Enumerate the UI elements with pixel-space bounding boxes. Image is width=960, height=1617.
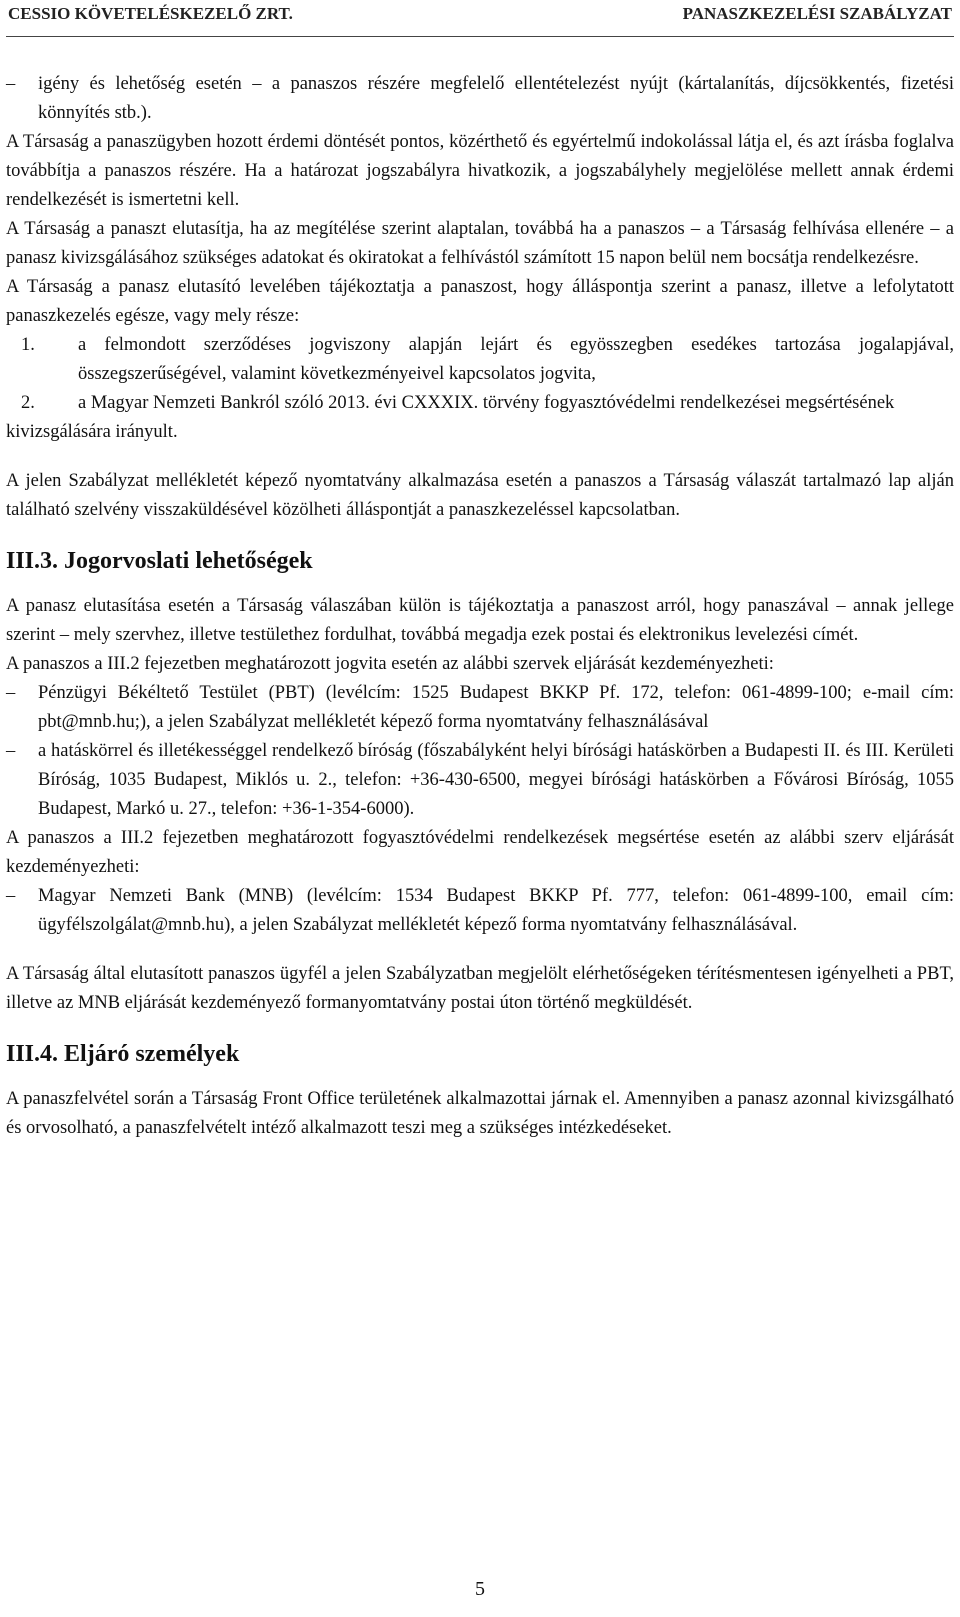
item-text: a felmondott szerződéses jogviszony alapján lejárt és egyösszegben esedékes tartozása jogalapjával, összegszerűségével, valamint következményeivel kapcsolatos jogvita, (78, 335, 954, 384)
page-header (8, 4, 952, 28)
paragraph: kivizsgálására irányult. (6, 422, 178, 442)
dash-bullet: – (6, 741, 16, 761)
item-number: 1. (21, 335, 35, 355)
paragraph: A Társaság a panaszügyben hozott érdemi döntését pontos, közérthető és egyértelmű indokolással látja el, és azt írásba foglalva továbbítja a panaszos részére. Ha a határozat jogszabályra hivatkozik, a jogszabályhely megjelölése mellett annak érdemi rendelkezését is ismertetni kell. (6, 132, 954, 210)
page-number: 5 (475, 1578, 485, 1600)
dash-bullet: – (6, 74, 16, 94)
list-item-text: Pénzügyi Békéltető Testület (PBT) (levélcím: 1525 Budapest BKKP Pf. 172, telefon: 061-4899-100; e-mail cím: pbt@mnb.hu;), a jelen Szabályzat mellékletét képező forma nyomtatvány felhasználásával (38, 683, 954, 732)
section-heading: III.4. Eljáró személyek (6, 1041, 240, 1067)
list-item-text: a hatáskörrel és illetékességgel rendelkező bíróság (főszabályként helyi bírósági hatáskörben a Budapesti II. és III. Kerületi Bíróság, 1035 Budapest, Miklós u. 2., telefon: +36-430-6500, megyei bírósági hatáskörben a Fővárosi Bíróság, 1055 Budapest, Markó u. 27., telefon: +36-1-354-6000). (38, 741, 954, 819)
item-number: 2. (21, 393, 35, 413)
document-title: PANASZKEZELÉSI SZABÁLYZAT (682, 4, 952, 23)
list-item (6, 737, 954, 824)
company-name: CESSIO KÖVETELÉSKEZELŐ ZRT. (8, 4, 293, 23)
paragraph: A panaszos a III.2 fejezetben meghatározott jogvita esetén az alábbi szervek eljárását kezdeményezheti: (6, 654, 774, 674)
document-body (6, 70, 954, 1143)
list-item (6, 679, 954, 737)
list-item (6, 882, 954, 940)
item-text: a Magyar Nemzeti Bankról szóló 2013. évi CXXXIX. törvény fogyasztóvédelmi rendelkezései megsértésének (78, 393, 895, 413)
paragraph: A panaszfelvétel során a Társaság Front Office területének alkalmazottai járnak el. Amennyiben a panasz azonnal kivizsgálható és orvosolható, a panaszfelvételt intéző alkalmazott teszi meg a szükséges intézkedéseket. (6, 1089, 954, 1138)
dash-bullet: – (6, 886, 16, 906)
list-item-text: Magyar Nemzeti Bank (MNB) (levélcím: 1534 Budapest BKKP Pf. 777, telefon: 061-4899-100, email cím: ügyfélszolgálat@mnb.hu), a jelen Szabályzat mellékletét képező forma nyomtatvány felhasználásával. (38, 886, 954, 935)
list-item-text: igény és lehetőség esetén – a panaszos részére megfelelő ellentételezést nyújt (kártalanítás, díjcsökkentés, fizetési könnyítés stb.). (38, 74, 954, 123)
paragraph: A Társaság a panasz elutasító levelében tájékoztatja a panaszost, hogy álláspontja szerint a panasz, illetve a lefolytatott panaszkezelés egésze, vagy mely része: (6, 277, 954, 326)
paragraph: A panasz elutasítása esetén a Társaság válaszában külön is tájékoztatja a panaszost arról, hogy panaszával – annak jellege szerint – mely szervhez, illetve testülethez fordulhat, továbbá megadja ezek postai és elektronikus levelezési címét. (6, 596, 954, 645)
header-divider (6, 36, 954, 37)
numbered-item (6, 331, 954, 389)
paragraph: A Társaság a panaszt elutasítja, ha az megítélése szerint alaptalan, továbbá ha a panaszos – a Társaság felhívása ellenére – a panasz kivizsgálásához szükséges adatokat és okiratokat a felhívástól számított 15 napon belül nem bocsátja rendelkezésre. (6, 219, 954, 268)
dash-bullet: – (6, 683, 16, 703)
list-item (6, 70, 954, 128)
paragraph: A jelen Szabályzat mellékletét képező nyomtatvány alkalmazása esetén a panaszos a Társaság válaszát tartalmazó lap alján található szelvény visszaküldésével közölheti álláspontját a panaszkezeléssel kapcsolatban. (6, 471, 954, 520)
numbered-item (6, 389, 954, 418)
paragraph: A Társaság által elutasított panaszos ügyfél a jelen Szabályzatban megjelölt elérhetőségeken térítésmentesen igényelheti a PBT, illetve az MNB eljárását kezdeményező formanyomtatvány postai úton történő megküldését. (6, 964, 954, 1013)
paragraph: A panaszos a III.2 fejezetben meghatározott fogyasztóvédelmi rendelkezések megsértése esetén az alábbi szerv eljárását kezdeményezheti: (6, 828, 954, 877)
section-heading: III.3. Jogorvoslati lehetőségek (6, 548, 313, 574)
